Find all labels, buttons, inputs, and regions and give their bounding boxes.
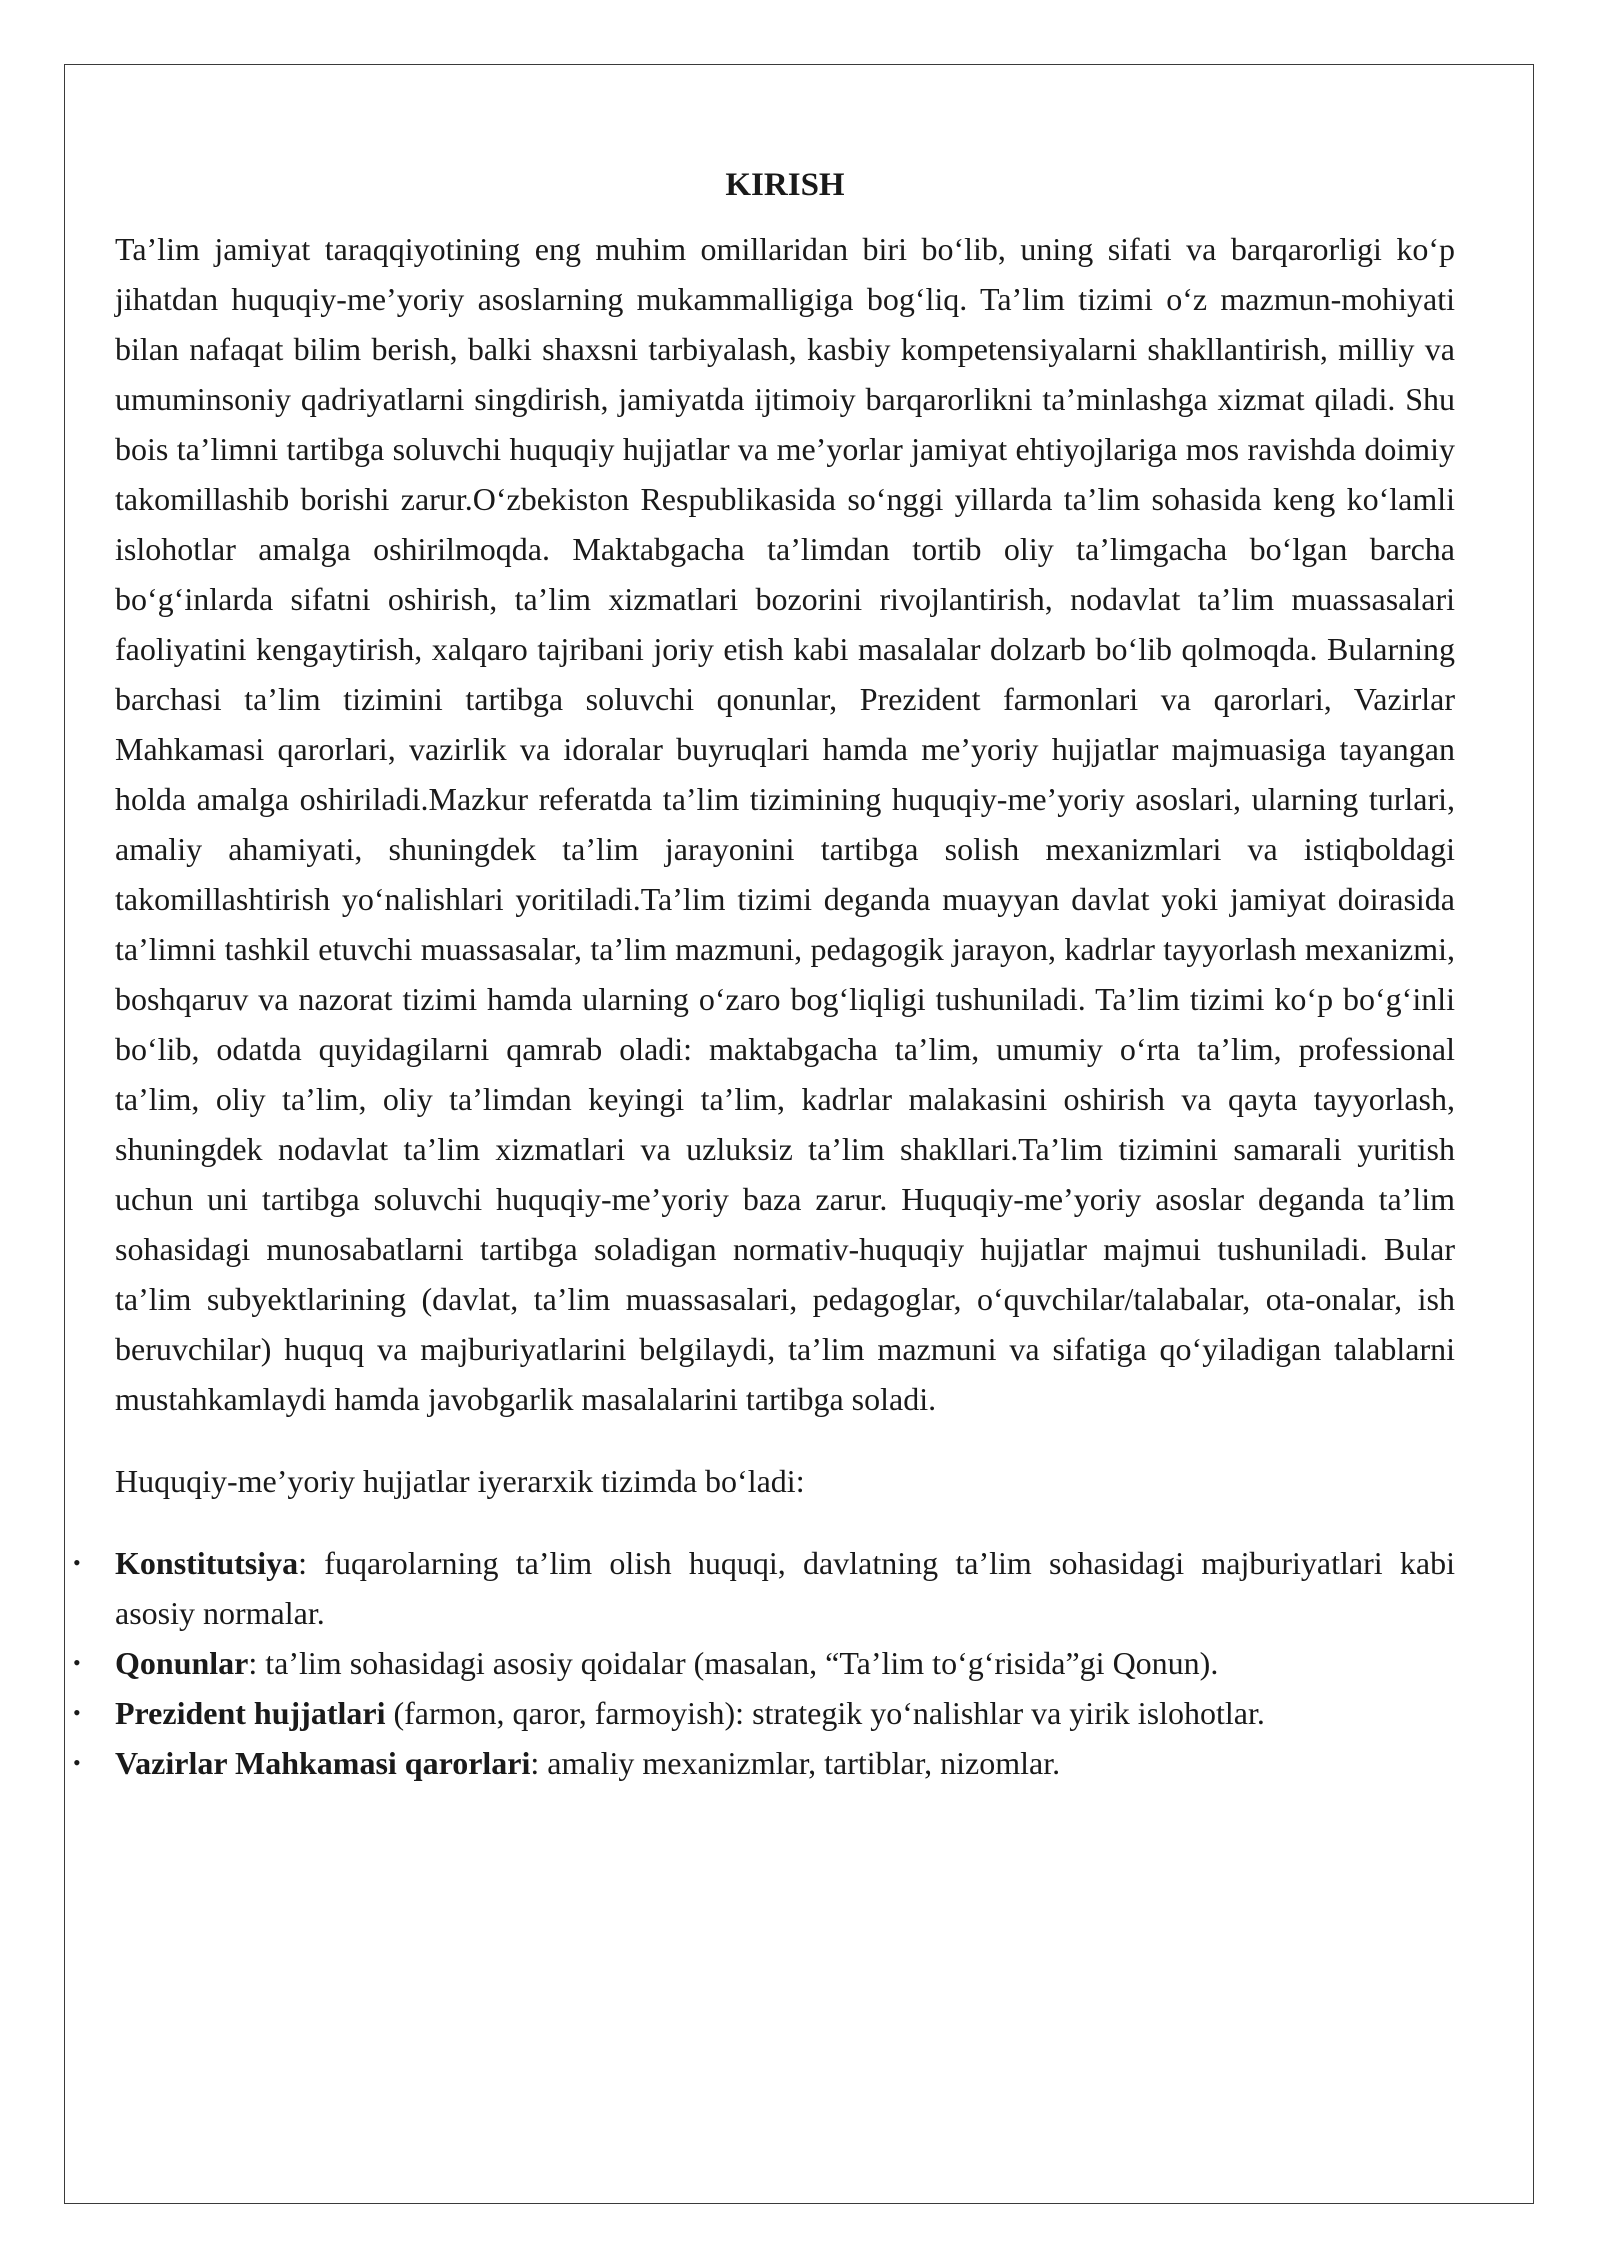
list-item-term: Vazirlar Mahkamasi qarorlari [115, 1745, 531, 1781]
list-item-cabinet-decisions [73, 1738, 1455, 1788]
list-item-text: : amaliy mexanizmlar, tartiblar, nizomlar. [530, 1745, 1061, 1781]
list-item-term: Qonunlar [115, 1645, 249, 1681]
bullet-icon: • [73, 1750, 81, 1775]
main-paragraph: Ta’lim jamiyat taraqqiyotining eng muhim omillaridan biri bo‘lib, uning sifati va barqarorligi ko‘p jihatdan huquqiy-me’yoriy asoslarning mukammalligiga bog‘liq. Ta’lim tizimi o‘z mazmun-mohiyati bilan nafaqat bilim berish, balki shaxsni tarbiyalash, kasbiy kompetensiyalarni shakllantirish, milliy va umuminsoniy qadriyatlarni singdirish, jamiyatda ijtimoiy barqarorlikni ta’minlashga xizmat qiladi. Shu bois ta’limni tartibga soluvchi huquqiy hujjatlar va me’yorlar jamiyat ehtiyojlariga mos ravishda doimiy takomillashib borishi zarur.O‘zbekiston Respublikasida so‘nggi yillarda ta’lim sohasida keng ko‘lamli islohotlar amalga oshirilmoqda. Maktabgacha ta’limdan tortib oliy ta’limgacha bo‘lgan barcha bo‘g‘inlarda sifatni oshirish, ta’lim xizmatlari bozorini rivojlantirish, nodavlat ta’lim muassasalari faoliyatini kengaytirish, xalqaro tajribani joriy etish kabi masalalar dolzarb bo‘lib qolmoqda. Bularning barchasi ta’lim tizimini tartibga soluvchi qonunlar, Prezident farmonlari va qarorlari, Vazirlar Mahkamasi qarorlari, vazirlik va idoralar buyruqlari hamda me’yoriy hujjatlar majmuasiga tayangan holda amalga oshiriladi.Mazkur referatda ta’lim tizimining huquqiy-me’yoriy asoslari, ularning turlari, amaliy ahamiyati, shuningdek ta’lim jarayonini tartibga solish mexanizmlari va istiqboldagi takomillashtirish yo‘nalishlari yoritiladi.Ta’lim tizimi deganda muayyan davlat yoki jamiyat doirasida ta’limni tashkil etuvchi muassasalar, ta’lim mazmuni, pedagogik jarayon, kadrlar tayyorlash mexanizmi, boshqaruv va nazorat tizimi hamda ularning o‘zaro bog‘liqligi tushuniladi. Ta’lim tizimi ko‘p bo‘g‘inli bo‘lib, odatda quyidagilarni qamrab oladi: maktabgacha ta’lim, umumiy o‘rta ta’lim, professional ta’lim, oliy ta’lim, oliy ta’limdan keyingi ta’lim, kadrlar malakasini oshirish va qayta tayyorlash, shuningdek nodavlat ta’lim xizmatlari va uzluksiz ta’lim shakllari.Ta’lim tizimini samarali yuritish uchun uni tartibga soluvchi huquqiy-me’yoriy baza zarur. Huquqiy-me’yoriy asoslar deganda ta’lim sohasidagi munosabatlarni tartibga soladigan normativ-huquqiy hujjatlar majmui tushuniladi. Bular ta’lim subyektlarining (davlat, ta’lim muassasalari, pedagoglar, o‘quvchilar/talabalar, ota-onalar, ish beruvchilar) huquq va majburiyatlarini belgilaydi, ta’lim mazmuni va sifatiga qo‘yiladigan talablarni mustahkamlaydi hamda javobgarlik masalalarini tartibga soladi. [115, 231, 1455, 1417]
list-item-text: (farmon, qaror, farmoyish): strategik yo‘nalishlar va yirik islohotlar. [385, 1695, 1265, 1731]
list-item-laws [73, 1638, 1455, 1688]
document-body [73, 160, 1455, 1788]
bullet-icon: • [73, 1650, 81, 1675]
page-title: KIRISH [725, 167, 845, 203]
list-item-president-documents [73, 1688, 1455, 1738]
bullet-icon: • [73, 1550, 81, 1575]
list-item-term: Prezident hujjatlari [115, 1695, 386, 1731]
list-item-term: Konstitutsiya [115, 1545, 299, 1581]
bullet-icon: • [73, 1700, 81, 1725]
list-item-text: : fuqarolarning ta’lim olish huquqi, davlatning ta’lim sohasidagi majburiyatlari kabi asosiy normalar. [115, 1545, 1455, 1631]
list-item-constitution [73, 1538, 1455, 1638]
list-item-text: : ta’lim sohasidagi asosiy qoidalar (masalan, “Ta’lim to‘g‘risida”gi Qonun). [248, 1645, 1219, 1681]
hierarchy-list [73, 1538, 1455, 1788]
hierarchy-intro: Huquqiy-me’yoriy hujjatlar iyerarxik tizimda bo‘ladi: [115, 1463, 805, 1499]
